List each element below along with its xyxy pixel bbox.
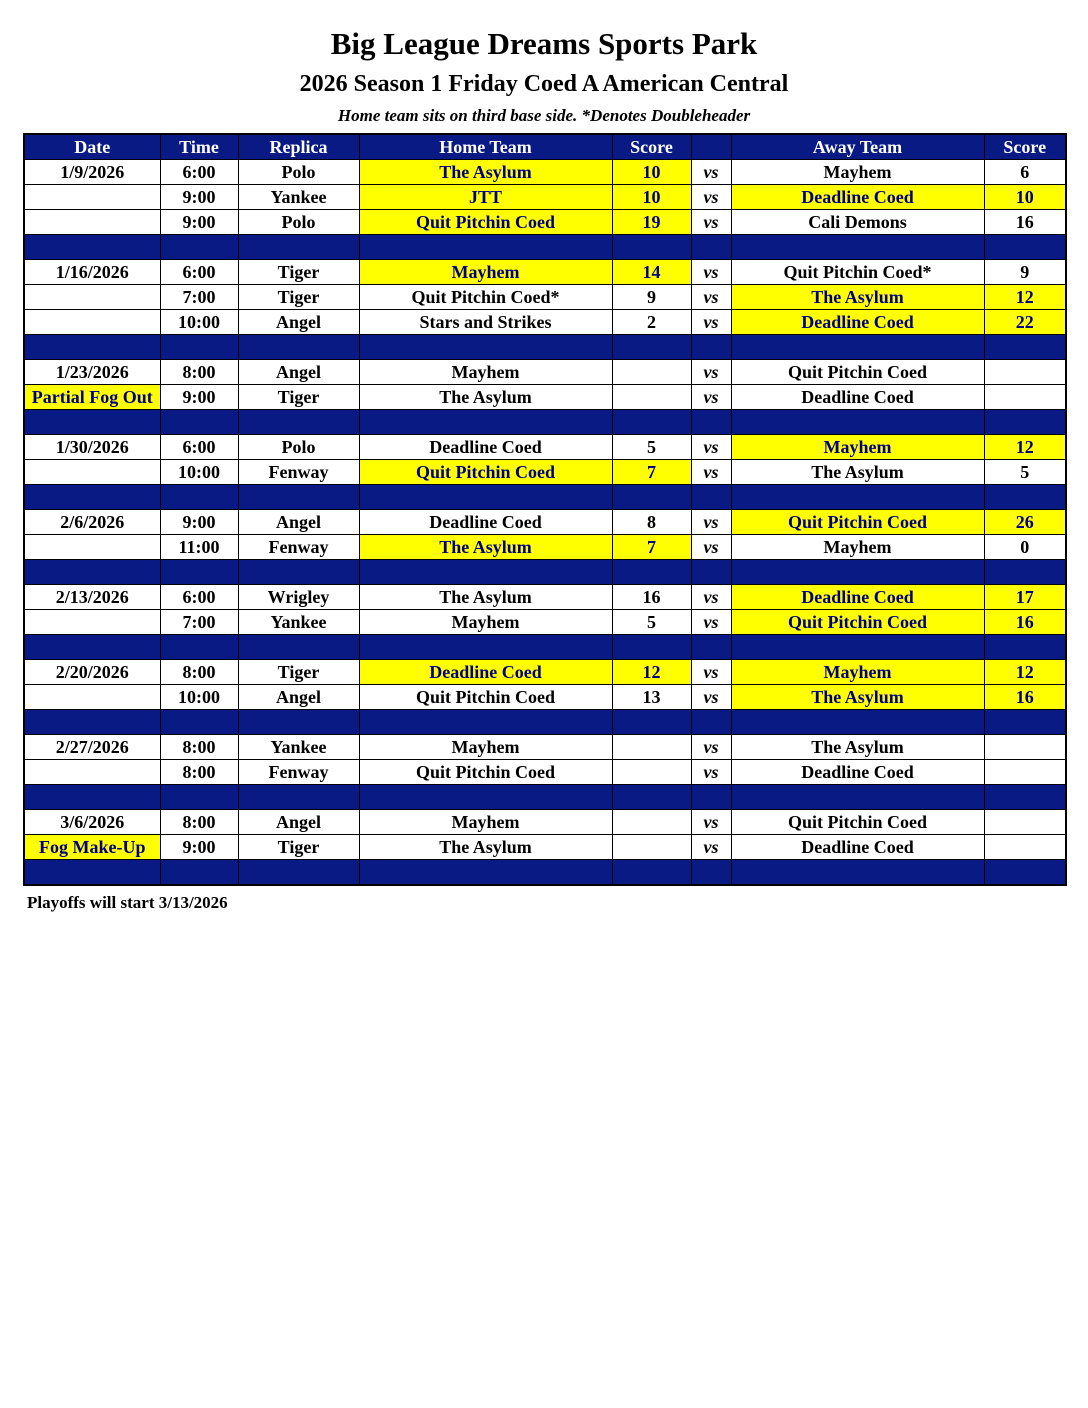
cell-away-team: The Asylum (731, 735, 984, 760)
separator-cell (238, 710, 359, 735)
separator-cell (691, 710, 731, 735)
cell-replica: Wrigley (238, 585, 359, 610)
separator-cell (160, 560, 238, 585)
cell-away-score: 26 (984, 510, 1066, 535)
game-row (24, 310, 1066, 335)
cell-replica: Polo (238, 160, 359, 185)
cell-away-score (984, 760, 1066, 785)
cell-replica: Yankee (238, 185, 359, 210)
cell-home-team: Quit Pitchin Coed* (359, 285, 612, 310)
game-row (24, 585, 1066, 610)
cell-date: 2/6/2026 (24, 510, 160, 535)
col-header-vs (691, 134, 731, 160)
separator-cell (691, 860, 731, 886)
cell-away-team: Deadline Coed (731, 585, 984, 610)
cell-date (24, 210, 160, 235)
separator-cell (359, 635, 612, 660)
cell-away-team: Mayhem (731, 160, 984, 185)
cell-away-team: Quit Pitchin Coed (731, 510, 984, 535)
cell-away-team: Deadline Coed (731, 835, 984, 860)
cell-vs: vs (691, 735, 731, 760)
cell-away-team: Deadline Coed (731, 185, 984, 210)
cell-time: 6:00 (160, 260, 238, 285)
cell-replica: Yankee (238, 610, 359, 635)
cell-vs: vs (691, 610, 731, 635)
game-row (24, 160, 1066, 185)
cell-home-score (612, 385, 691, 410)
cell-home-team: The Asylum (359, 535, 612, 560)
game-row (24, 610, 1066, 635)
cell-date: 2/13/2026 (24, 585, 160, 610)
cell-time: 11:00 (160, 535, 238, 560)
separator-cell (238, 785, 359, 810)
separator-cell (24, 235, 160, 260)
separator-cell (238, 410, 359, 435)
cell-time: 7:00 (160, 610, 238, 635)
cell-date: 2/27/2026 (24, 735, 160, 760)
cell-date: 1/30/2026 (24, 435, 160, 460)
separator-cell (24, 785, 160, 810)
cell-home-team: Mayhem (359, 735, 612, 760)
separator-cell (691, 560, 731, 585)
cell-time: 8:00 (160, 810, 238, 835)
separator-cell (24, 410, 160, 435)
cell-vs: vs (691, 835, 731, 860)
cell-vs: vs (691, 160, 731, 185)
separator-cell (160, 785, 238, 810)
cell-home-team: Quit Pitchin Coed (359, 685, 612, 710)
cell-home-team: Quit Pitchin Coed (359, 460, 612, 485)
cell-time: 10:00 (160, 460, 238, 485)
cell-replica: Tiger (238, 285, 359, 310)
cell-away-score (984, 735, 1066, 760)
cell-home-score: 5 (612, 610, 691, 635)
cell-home-score (612, 810, 691, 835)
separator-cell (24, 335, 160, 360)
separator-cell (984, 485, 1066, 510)
separator-cell (359, 710, 612, 735)
separator-cell (238, 860, 359, 886)
cell-replica: Polo (238, 210, 359, 235)
separator-row (24, 860, 1066, 886)
schedule-note: Home team sits on third base side. *Denotes Doubleheader (337, 106, 751, 125)
cell-home-score: 12 (612, 660, 691, 685)
separator-cell (612, 235, 691, 260)
col-header-date: Date (24, 134, 160, 160)
separator-cell (612, 410, 691, 435)
separator-cell (359, 235, 612, 260)
cell-home-team: Mayhem (359, 610, 612, 635)
separator-cell (24, 710, 160, 735)
cell-replica: Angel (238, 685, 359, 710)
cell-home-team: The Asylum (359, 385, 612, 410)
cell-away-team: Deadline Coed (731, 760, 984, 785)
cell-replica: Fenway (238, 535, 359, 560)
separator-cell (160, 410, 238, 435)
separator-cell (612, 635, 691, 660)
game-row (24, 285, 1066, 310)
cell-home-score (612, 835, 691, 860)
cell-replica: Fenway (238, 760, 359, 785)
separator-row (24, 335, 1066, 360)
cell-time: 6:00 (160, 585, 238, 610)
game-row (24, 835, 1066, 860)
cell-away-team: Mayhem (731, 535, 984, 560)
cell-date (24, 610, 160, 635)
cell-away-team: The Asylum (731, 685, 984, 710)
separator-cell (984, 410, 1066, 435)
game-row (24, 535, 1066, 560)
cell-vs: vs (691, 310, 731, 335)
cell-date: 1/23/2026 (24, 360, 160, 385)
separator-cell (612, 485, 691, 510)
cell-replica: Polo (238, 435, 359, 460)
cell-vs: vs (691, 360, 731, 385)
game-row (24, 735, 1066, 760)
separator-cell (984, 235, 1066, 260)
separator-cell (984, 710, 1066, 735)
cell-home-team: Mayhem (359, 810, 612, 835)
separator-cell (24, 560, 160, 585)
separator-cell (238, 235, 359, 260)
cell-time: 9:00 (160, 385, 238, 410)
cell-home-score: 7 (612, 460, 691, 485)
cell-date: 2/20/2026 (24, 660, 160, 685)
cell-away-team: Quit Pitchin Coed (731, 610, 984, 635)
cell-home-score: 14 (612, 260, 691, 285)
cell-vs: vs (691, 260, 731, 285)
cell-vs: vs (691, 760, 731, 785)
cell-away-score: 16 (984, 610, 1066, 635)
cell-away-score: 12 (984, 660, 1066, 685)
cell-away-team: Quit Pitchin Coed (731, 810, 984, 835)
separator-cell (691, 410, 731, 435)
cell-home-team: JTT (359, 185, 612, 210)
cell-home-team: The Asylum (359, 585, 612, 610)
separator-cell (612, 710, 691, 735)
cell-date (24, 285, 160, 310)
separator-cell (731, 635, 984, 660)
game-row (24, 435, 1066, 460)
separator-cell (691, 785, 731, 810)
cell-date (24, 685, 160, 710)
cell-home-score (612, 360, 691, 385)
page-subtitle: 2026 Season 1 Friday Coed A American Central (299, 71, 789, 97)
separator-cell (359, 560, 612, 585)
cell-home-team: Deadline Coed (359, 660, 612, 685)
cell-vs: vs (691, 685, 731, 710)
separator-cell (24, 485, 160, 510)
cell-vs: vs (691, 185, 731, 210)
cell-away-score: 9 (984, 260, 1066, 285)
separator-cell (238, 335, 359, 360)
game-row (24, 360, 1066, 385)
separator-cell (731, 860, 984, 886)
cell-date: Partial Fog Out (24, 385, 160, 410)
cell-away-score (984, 810, 1066, 835)
cell-away-score: 0 (984, 535, 1066, 560)
cell-home-team: Mayhem (359, 360, 612, 385)
separator-row (24, 560, 1066, 585)
cell-home-score: 10 (612, 185, 691, 210)
cell-home-team: Quit Pitchin Coed (359, 760, 612, 785)
cell-date (24, 460, 160, 485)
cell-away-score: 17 (984, 585, 1066, 610)
separator-cell (24, 635, 160, 660)
cell-home-team: The Asylum (359, 160, 612, 185)
cell-home-score (612, 735, 691, 760)
separator-cell (984, 635, 1066, 660)
cell-away-team: Cali Demons (731, 210, 984, 235)
separator-cell (160, 860, 238, 886)
separator-cell (984, 860, 1066, 886)
cell-home-score: 19 (612, 210, 691, 235)
cell-replica: Angel (238, 510, 359, 535)
separator-cell (612, 860, 691, 886)
cell-vs: vs (691, 810, 731, 835)
cell-date (24, 310, 160, 335)
cell-away-team: Quit Pitchin Coed* (731, 260, 984, 285)
separator-cell (238, 560, 359, 585)
cell-away-score: 22 (984, 310, 1066, 335)
cell-away-team: Deadline Coed (731, 385, 984, 410)
game-row (24, 510, 1066, 535)
separator-cell (612, 335, 691, 360)
separator-cell (359, 485, 612, 510)
cell-vs: vs (691, 435, 731, 460)
separator-cell (160, 335, 238, 360)
cell-vs: vs (691, 585, 731, 610)
cell-away-score: 16 (984, 685, 1066, 710)
game-row (24, 385, 1066, 410)
cell-replica: Tiger (238, 835, 359, 860)
separator-cell (731, 235, 984, 260)
cell-time: 9:00 (160, 510, 238, 535)
game-row (24, 185, 1066, 210)
separator-row (24, 635, 1066, 660)
game-row (24, 260, 1066, 285)
cell-away-team: Mayhem (731, 435, 984, 460)
cell-replica: Fenway (238, 460, 359, 485)
cell-replica: Angel (238, 310, 359, 335)
cell-vs: vs (691, 285, 731, 310)
page-title: Big League Dreams Sports Park (330, 26, 758, 61)
game-row (24, 660, 1066, 685)
cell-time: 9:00 (160, 185, 238, 210)
cell-date: 1/16/2026 (24, 260, 160, 285)
cell-replica: Tiger (238, 660, 359, 685)
separator-row (24, 410, 1066, 435)
cell-home-team: Stars and Strikes (359, 310, 612, 335)
separator-cell (238, 635, 359, 660)
separator-cell (359, 860, 612, 886)
cell-away-score (984, 835, 1066, 860)
cell-home-score: 7 (612, 535, 691, 560)
cell-home-team: Quit Pitchin Coed (359, 210, 612, 235)
cell-home-team: Mayhem (359, 260, 612, 285)
separator-cell (359, 335, 612, 360)
cell-vs: vs (691, 510, 731, 535)
schedule-table (23, 133, 1067, 886)
cell-time: 8:00 (160, 735, 238, 760)
separator-cell (691, 335, 731, 360)
cell-replica: Tiger (238, 385, 359, 410)
cell-time: 8:00 (160, 660, 238, 685)
schedule-body (24, 160, 1066, 886)
cell-home-score: 8 (612, 510, 691, 535)
cell-date (24, 760, 160, 785)
col-header-home-score: Score (612, 134, 691, 160)
separator-cell (612, 785, 691, 810)
cell-vs: vs (691, 210, 731, 235)
separator-cell (731, 410, 984, 435)
cell-time: 6:00 (160, 435, 238, 460)
cell-date (24, 185, 160, 210)
cell-time: 8:00 (160, 760, 238, 785)
table-header-row (24, 134, 1066, 160)
cell-vs: vs (691, 660, 731, 685)
separator-cell (160, 235, 238, 260)
separator-cell (691, 235, 731, 260)
separator-cell (691, 485, 731, 510)
col-header-away-score: Score (984, 134, 1066, 160)
cell-date: Fog Make-Up (24, 835, 160, 860)
cell-away-score: 12 (984, 435, 1066, 460)
col-header-home-team: Home Team (359, 134, 612, 160)
cell-vs: vs (691, 385, 731, 410)
cell-away-score: 16 (984, 210, 1066, 235)
cell-time: 10:00 (160, 685, 238, 710)
col-header-replica: Replica (238, 134, 359, 160)
game-row (24, 210, 1066, 235)
separator-cell (691, 635, 731, 660)
separator-row (24, 485, 1066, 510)
cell-away-team: Deadline Coed (731, 310, 984, 335)
separator-cell (984, 785, 1066, 810)
separator-cell (24, 860, 160, 886)
cell-home-team: The Asylum (359, 835, 612, 860)
cell-away-score (984, 385, 1066, 410)
cell-home-team: Deadline Coed (359, 510, 612, 535)
cell-home-score: 2 (612, 310, 691, 335)
cell-date: 1/9/2026 (24, 160, 160, 185)
cell-away-team: Mayhem (731, 660, 984, 685)
cell-away-team: Quit Pitchin Coed (731, 360, 984, 385)
separator-cell (731, 785, 984, 810)
separator-cell (160, 635, 238, 660)
cell-home-score: 16 (612, 585, 691, 610)
separator-cell (731, 710, 984, 735)
cell-home-team: Deadline Coed (359, 435, 612, 460)
cell-vs: vs (691, 535, 731, 560)
cell-home-score: 9 (612, 285, 691, 310)
cell-time: 10:00 (160, 310, 238, 335)
separator-cell (160, 485, 238, 510)
cell-date: 3/6/2026 (24, 810, 160, 835)
separator-cell (359, 785, 612, 810)
separator-cell (612, 560, 691, 585)
cell-away-team: The Asylum (731, 460, 984, 485)
separator-cell (731, 485, 984, 510)
playoffs-note: Playoffs will start 3/13/2026 (27, 893, 228, 912)
cell-home-score: 10 (612, 160, 691, 185)
separator-cell (731, 335, 984, 360)
game-row (24, 685, 1066, 710)
cell-away-score: 10 (984, 185, 1066, 210)
cell-home-score (612, 760, 691, 785)
cell-replica: Angel (238, 810, 359, 835)
cell-replica: Tiger (238, 260, 359, 285)
separator-row (24, 785, 1066, 810)
col-header-away-team: Away Team (731, 134, 984, 160)
cell-vs: vs (691, 460, 731, 485)
separator-cell (238, 485, 359, 510)
cell-date (24, 535, 160, 560)
game-row (24, 760, 1066, 785)
cell-time: 8:00 (160, 360, 238, 385)
separator-cell (359, 410, 612, 435)
cell-time: 9:00 (160, 210, 238, 235)
cell-time: 6:00 (160, 160, 238, 185)
col-header-time: Time (160, 134, 238, 160)
separator-cell (160, 710, 238, 735)
separator-row (24, 235, 1066, 260)
cell-away-score (984, 360, 1066, 385)
game-row (24, 460, 1066, 485)
cell-replica: Yankee (238, 735, 359, 760)
cell-home-score: 13 (612, 685, 691, 710)
cell-away-score: 12 (984, 285, 1066, 310)
separator-row (24, 710, 1066, 735)
cell-home-score: 5 (612, 435, 691, 460)
cell-away-score: 5 (984, 460, 1066, 485)
cell-away-score: 6 (984, 160, 1066, 185)
game-row (24, 810, 1066, 835)
separator-cell (984, 560, 1066, 585)
cell-replica: Angel (238, 360, 359, 385)
cell-time: 9:00 (160, 835, 238, 860)
separator-cell (731, 560, 984, 585)
cell-away-team: The Asylum (731, 285, 984, 310)
separator-cell (984, 335, 1066, 360)
cell-time: 7:00 (160, 285, 238, 310)
